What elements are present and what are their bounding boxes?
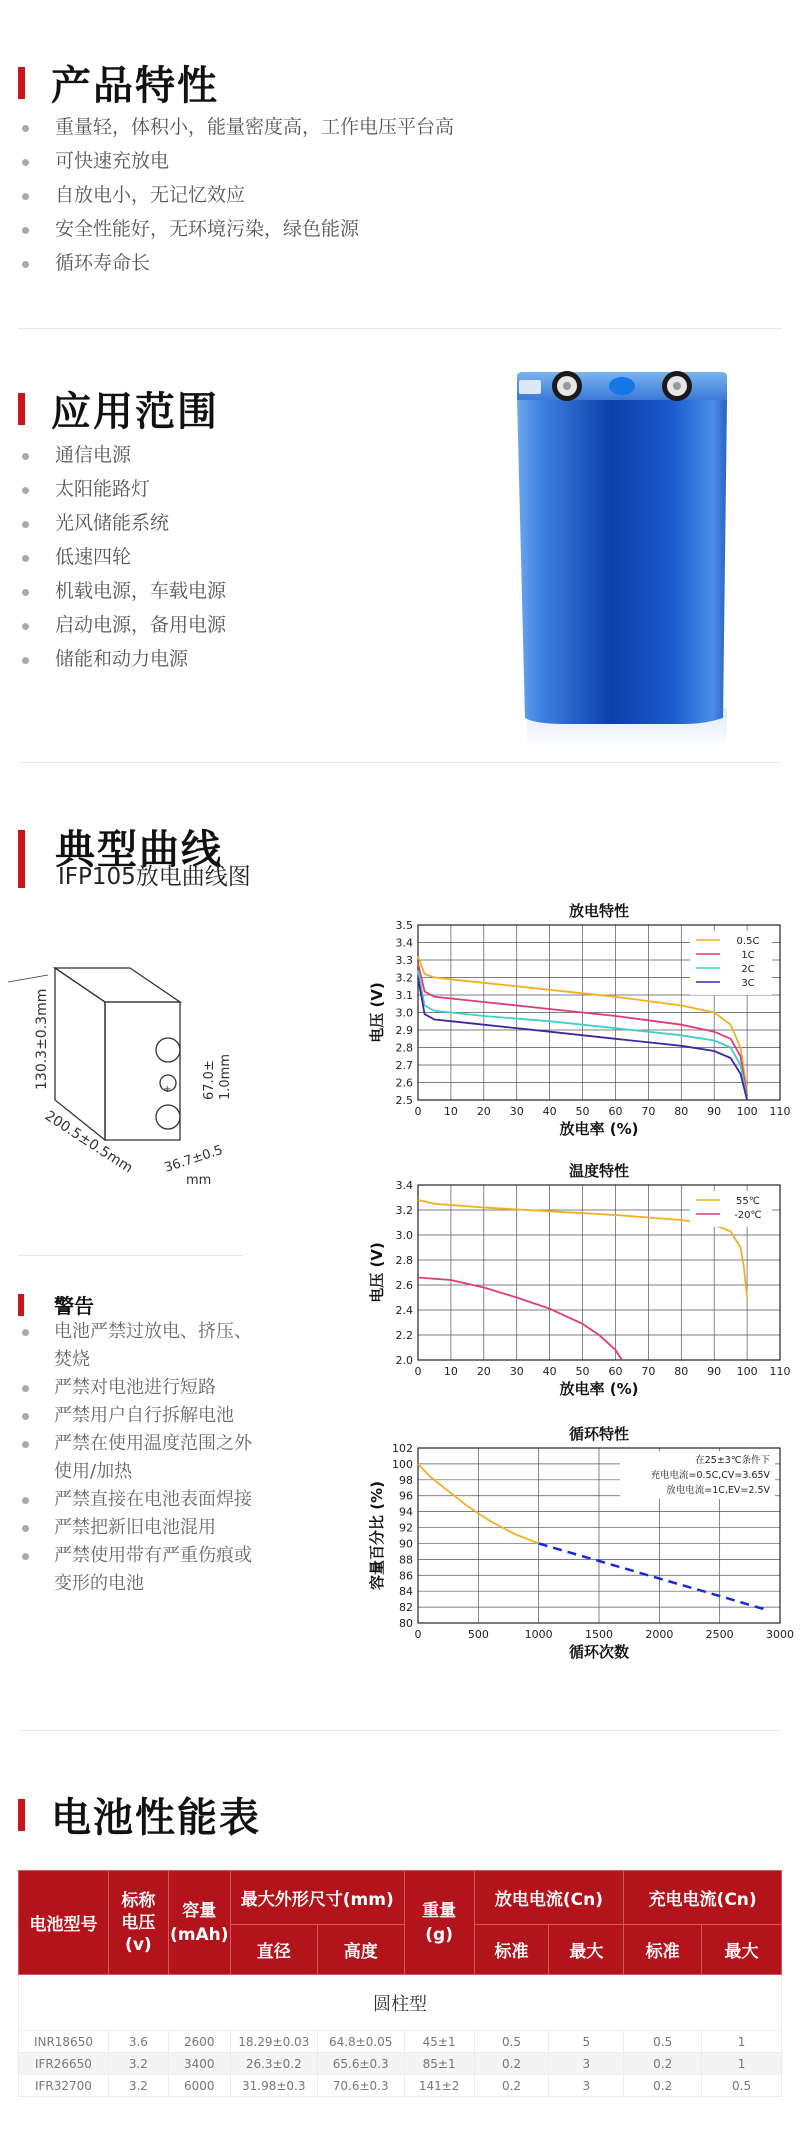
- header-max-size: 最大外形尺寸(mm): [230, 1871, 404, 1925]
- y-tick-label: 100: [392, 1457, 413, 1471]
- list-item: 严禁用户自行拆解电池: [18, 1402, 258, 1430]
- y-tick-label: 84: [399, 1585, 413, 1599]
- header-height: 高度: [317, 1925, 404, 1975]
- dim-length-label: 200.5±0.5mm: [41, 1107, 136, 1177]
- y-tick-label: 3.0: [395, 1229, 413, 1242]
- table-row: [19, 2053, 782, 2075]
- chart-legend: [690, 931, 772, 995]
- list-item: 重量轻，体积小，能量密度高，工作电压平台高: [18, 110, 454, 144]
- temperature-chart: [365, 1158, 791, 1408]
- y-tick-label: 80: [399, 1617, 413, 1630]
- x-tick-label: 60: [608, 1365, 623, 1378]
- x-tick-label: 70: [641, 1365, 656, 1378]
- list-item: 自放电小，无记忆效应: [18, 178, 454, 212]
- table-cell: 26.3±0.2: [230, 2053, 317, 2075]
- table-cell: 0.2: [474, 2053, 549, 2075]
- performance-table: [18, 1870, 782, 2097]
- table-group-label: 圆柱型: [19, 1975, 782, 2031]
- list-item: 启动电源，备用电源: [18, 608, 226, 642]
- x-tick-label: 1000: [524, 1628, 553, 1641]
- title-accent-bar: [18, 393, 25, 425]
- y-tick-label: 92: [399, 1521, 413, 1535]
- title-accent-bar: [18, 67, 25, 99]
- y-tick-label: 2.0: [395, 1354, 413, 1367]
- y-tick-label: 3.1: [395, 989, 413, 1002]
- dim-terminal-label-1: 67.0±: [202, 1060, 217, 1100]
- warning-list: [18, 1318, 258, 1598]
- legend-label: -20℃: [734, 1210, 762, 1221]
- y-tick-label: 2.8: [395, 1254, 413, 1267]
- table-cell: 64.8±0.05: [317, 2031, 404, 2053]
- list-item: 严禁对电池进行短路: [18, 1374, 258, 1402]
- table-cell: 70.6±0.3: [317, 2075, 404, 2097]
- table-row: [19, 2031, 782, 2053]
- x-tick-label: 20: [476, 1365, 491, 1378]
- table-cell: 0.2: [624, 2075, 702, 2097]
- y-tick-label: 3.2: [395, 971, 413, 985]
- list-item: 严禁把新旧电池混用: [18, 1514, 258, 1542]
- annotation-text: 在25±3℃条件下: [695, 1455, 770, 1466]
- table-cell: 0.2: [474, 2075, 549, 2097]
- x-tick-label: 3000: [766, 1628, 794, 1641]
- y-tick-label: 2.6: [395, 1076, 413, 1090]
- title-accent-bar: [18, 1294, 24, 1316]
- header-weight-line1: 重量: [422, 1900, 457, 1921]
- y-tick-label: 86: [399, 1569, 413, 1583]
- list-item: 严禁在使用温度范围之外使用/加热: [18, 1430, 258, 1486]
- list-item: 光风储能系统: [18, 506, 226, 540]
- x-tick-label: 100: [736, 1365, 758, 1378]
- table-cell: 1: [702, 2031, 782, 2053]
- table-cell: 0.5: [702, 2075, 782, 2097]
- x-tick-label: 110: [769, 1105, 791, 1118]
- table-cell: 3.2: [108, 2053, 168, 2075]
- performance-section-title: [18, 1786, 261, 1843]
- x-tick-label: 40: [542, 1105, 557, 1118]
- legend-label: 1C: [741, 950, 755, 961]
- x-tick-label: 110: [769, 1365, 791, 1378]
- header-charge: 充电电流(Cn): [624, 1871, 782, 1925]
- y-tick-label: 2.9: [395, 1024, 413, 1037]
- title-accent-bar: [18, 1799, 25, 1831]
- discharge-chart: [365, 898, 791, 1148]
- table-cell: 45±1: [404, 2031, 474, 2053]
- y-tick-label: 82: [399, 1601, 413, 1615]
- annotation-text: 放电电流=1C,EV=2.5V: [666, 1485, 770, 1496]
- features-title: 产品特性: [51, 63, 219, 109]
- curves-title: 典型曲线: [55, 826, 223, 873]
- x-axis-label: 放电率 (%): [559, 1120, 639, 1138]
- table-cell: 3.2: [108, 2075, 168, 2097]
- y-tick-label: 3.3: [395, 954, 413, 967]
- x-tick-label: 1500: [585, 1628, 613, 1641]
- y-tick-label: 94: [399, 1505, 413, 1519]
- battery-dimension-drawing: [0, 950, 260, 1190]
- table-cell: 6000: [168, 2075, 230, 2097]
- x-tick-label: 30: [509, 1105, 524, 1118]
- title-accent-bar: [18, 830, 25, 888]
- table-cell: 3: [549, 2053, 624, 2075]
- header-model: 电池型号: [19, 1871, 109, 1975]
- section-divider: [18, 762, 782, 763]
- y-axis-label: 容量百分比 (%): [368, 1481, 386, 1590]
- header-capacity-line2: (mAh): [170, 1924, 229, 1945]
- x-tick-label: 90: [707, 1365, 722, 1378]
- list-item: 电池严禁过放电、挤压、焚烧: [18, 1318, 258, 1374]
- y-tick-label: 3.4: [395, 1179, 413, 1192]
- y-tick-label: 98: [399, 1473, 413, 1487]
- chart-legend: [690, 1191, 772, 1227]
- table-cell: 3400: [168, 2053, 230, 2075]
- chart-title: 循环特性: [568, 1425, 630, 1443]
- cycle-chart: [365, 1418, 794, 1673]
- x-tick-label: 0: [414, 1365, 422, 1378]
- y-tick-label: 2.8: [395, 1041, 413, 1055]
- applications-list: [18, 438, 226, 676]
- dim-terminal-label-2: 1.0mm: [218, 1053, 233, 1100]
- section-divider: [18, 328, 782, 329]
- header-nominal-voltage: [108, 1871, 168, 1975]
- table-cell: IFR32700: [19, 2075, 109, 2097]
- legend-label: 3C: [741, 978, 755, 989]
- warning-title: 警告: [54, 1294, 94, 1318]
- chart-title: 放电特性: [568, 902, 630, 920]
- y-tick-label: 3.0: [395, 1006, 413, 1020]
- y-axis-label: 电压 (V): [368, 982, 386, 1043]
- dim-height-label: 130.3±0.3mm: [34, 988, 50, 1090]
- list-item: 严禁直接在电池表面焊接: [18, 1486, 258, 1514]
- performance-title: 电池性能表: [51, 1795, 261, 1841]
- table-cell: 18.29±0.03: [230, 2031, 317, 2053]
- table-cell: 85±1: [404, 2053, 474, 2075]
- table-cell: 3: [549, 2075, 624, 2097]
- list-item: 通信电源: [18, 438, 226, 472]
- dim-thickness-label-1: 36.7±0.5: [162, 1142, 225, 1176]
- table-row: [19, 2075, 782, 2097]
- x-tick-label: 0: [414, 1628, 422, 1641]
- x-axis-label: 循环次数: [568, 1643, 630, 1661]
- y-tick-label: 96: [399, 1489, 413, 1503]
- battery-product-image: [505, 368, 745, 768]
- table-cell: 0.2: [624, 2053, 702, 2075]
- features-list: [18, 110, 454, 280]
- legend-label: 55℃: [736, 1196, 760, 1207]
- chart-title: 温度特性: [568, 1162, 630, 1180]
- x-tick-label: 90: [707, 1105, 722, 1118]
- legend-label: 2C: [741, 964, 755, 975]
- applications-section-title: [18, 380, 219, 437]
- header-discharge-standard: 标准: [474, 1925, 549, 1975]
- x-tick-label: 50: [575, 1105, 590, 1118]
- y-tick-label: 2.6: [395, 1279, 413, 1292]
- table-cell: 1: [702, 2053, 782, 2075]
- y-tick-label: 2.5: [395, 1094, 413, 1107]
- applications-title: 应用范围: [51, 389, 219, 435]
- x-tick-label: 70: [641, 1105, 656, 1118]
- y-tick-label: 3.5: [395, 919, 413, 932]
- x-tick-label: 2000: [645, 1628, 674, 1641]
- series-line--20℃: [418, 1278, 622, 1361]
- header-weight: [404, 1871, 474, 1975]
- dim-thickness-label-2: mm: [186, 1173, 212, 1188]
- y-tick-label: 2.7: [395, 1059, 413, 1072]
- table-cell: 65.6±0.3: [317, 2053, 404, 2075]
- header-charge-standard: 标准: [624, 1925, 702, 1975]
- y-tick-label: 102: [392, 1442, 413, 1455]
- chart-annotation: [620, 1451, 775, 1499]
- x-tick-label: 10: [443, 1105, 458, 1118]
- y-axis-label: 电压 (V): [368, 1242, 386, 1303]
- x-tick-label: 20: [476, 1105, 491, 1118]
- x-axis-label: 放电率 (%): [559, 1380, 639, 1398]
- x-tick-label: 60: [608, 1105, 623, 1118]
- header-discharge: 放电电流(Cn): [474, 1871, 624, 1925]
- header-capacity-line1: 容量: [182, 1900, 217, 1921]
- list-item: 严禁使用带有严重伤痕或变形的电池: [18, 1542, 258, 1598]
- x-tick-label: 2500: [705, 1628, 734, 1641]
- y-tick-label: 2.2: [395, 1329, 413, 1342]
- list-item: 可快速充放电: [18, 144, 454, 178]
- list-item: 低速四轮: [18, 540, 226, 574]
- header-discharge-max: 最大: [549, 1925, 624, 1975]
- y-tick-label: 3.4: [395, 936, 413, 950]
- y-tick-label: 88: [399, 1553, 413, 1567]
- y-tick-label: 90: [399, 1537, 413, 1551]
- list-item: 安全性能好，无环境污染，绿色能源: [18, 212, 454, 246]
- y-tick-label: 3.2: [395, 1204, 413, 1217]
- list-item: 循环寿命长: [18, 246, 454, 280]
- header-diameter: 直径: [230, 1925, 317, 1975]
- header-nominal-voltage-line1: 标称: [121, 1890, 156, 1911]
- x-tick-label: 500: [467, 1628, 489, 1641]
- legend-label: 0.5C: [736, 936, 760, 947]
- section-divider: [18, 1730, 782, 1731]
- x-tick-label: 100: [736, 1105, 758, 1118]
- series-line-1: [539, 1544, 768, 1611]
- table-cell: IFR26650: [19, 2053, 109, 2075]
- table-cell: 141±2: [404, 2075, 474, 2097]
- terminal-plus-symbol: +: [163, 1084, 172, 1095]
- list-item: 机载电源，车载电源: [18, 574, 226, 608]
- table-cell: 3.6: [108, 2031, 168, 2053]
- x-tick-label: 0: [414, 1105, 422, 1118]
- y-tick-label: 2.4: [395, 1304, 413, 1317]
- x-tick-label: 80: [674, 1105, 689, 1118]
- header-nominal-voltage-line3: (v): [125, 1934, 152, 1955]
- header-weight-line2: (g): [425, 1924, 453, 1945]
- x-tick-label: 30: [509, 1365, 524, 1378]
- warning-heading: [18, 1290, 94, 1319]
- warning-divider: [18, 1255, 243, 1256]
- header-capacity: [168, 1871, 230, 1975]
- table-cell: 0.5: [624, 2031, 702, 2053]
- header-charge-max: 最大: [702, 1925, 782, 1975]
- curves-subtitle: IFP105放电曲线图: [58, 864, 251, 890]
- x-tick-label: 40: [542, 1365, 557, 1378]
- table-cell: 0.5: [474, 2031, 549, 2053]
- annotation-text: 充电电流=0.5C,CV=3.65V: [650, 1470, 770, 1481]
- table-cell: 2600: [168, 2031, 230, 2053]
- features-section-title: [18, 54, 219, 111]
- x-tick-label: 10: [443, 1365, 458, 1378]
- x-tick-label: 80: [674, 1365, 689, 1378]
- table-cell: INR18650: [19, 2031, 109, 2053]
- header-nominal-voltage-line2: 电压: [121, 1912, 156, 1933]
- list-item: 储能和动力电源: [18, 642, 226, 676]
- list-item: 太阳能路灯: [18, 472, 226, 506]
- table-cell: 31.98±0.3: [230, 2075, 317, 2097]
- x-tick-label: 50: [575, 1365, 590, 1378]
- table-cell: 5: [549, 2031, 624, 2053]
